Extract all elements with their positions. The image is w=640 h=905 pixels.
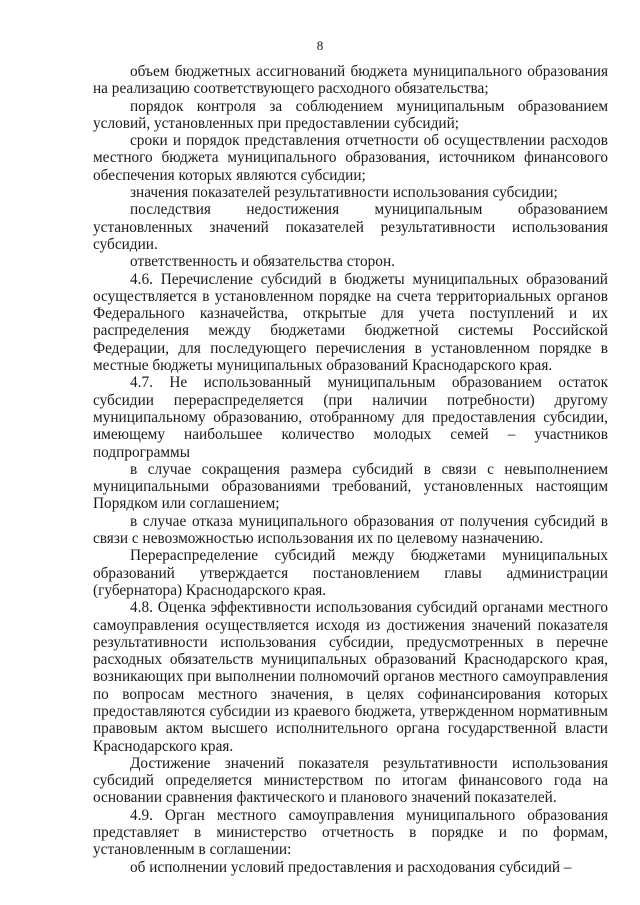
paragraph: Перераспределение субсидий между бюджетами муниципальных образований утверждается постановлением главы администрации (губернатора) Краснодарского края. (93, 547, 608, 599)
paragraph: сроки и порядок представления отчетности об осуществлении расходов местного бюджета муниципального образования, источником финансового обеспечения которых являются субсидии; (93, 132, 608, 184)
paragraph: в случае сокращения размера субсидий в связи с невыполнением муниципальными образованиями требований, установленных настоящим Порядком или соглашением; (93, 460, 608, 513)
paragraph: объем бюджетных ассигнований бюджета муниципального образования на реализацию соответствующего расходного обязательства; (93, 63, 608, 98)
paragraph: 4.6. Перечисление субсидий в бюджеты муниципальных образований осуществляется в установленном порядке на счета территориальных органов Федерального казначейства, открытые для учета поступлений и их распределения между бюджетами бюджетной системы Российской Федерации, для последующего перечисления в установленном порядке в местные бюджеты муниципальных образований Краснодарского края. (93, 270, 608, 375)
paragraph: в случае отказа муниципального образования от получения субсидий в связи с невозможностью использования их по целевому назначению. (93, 512, 608, 548)
body-text (93, 63, 608, 876)
paragraph: порядок контроля за соблюдением муниципальным образованием условий, установленных при предоставлении субсидий; (93, 97, 608, 132)
paragraph: 4.7. Не использованный муниципальным образованием остаток субсидии перераспределяется (при наличии потребности) другому муниципальному образованию, отобранному для предоставления субсидии, имеющему наибольшее количество молодых семей – участников подпрограммы (93, 374, 608, 461)
paragraph: 4.9. Орган местного самоуправления муниципального образования представляет в министерство отчетность в порядке и по формам, установленным в соглашении: (93, 806, 608, 859)
paragraph: об исполнении условий предоставления и расходования субсидий – (130, 858, 572, 876)
paragraph: последствия недостижения муниципальным образованием установленных значений показателей результативности использования субсидии. (93, 201, 608, 253)
paragraph: Достижение значений показателя результативности использования субсидий определяется министерством по итогам финансового года на основании сравнения фактического и планового значений показателей. (93, 754, 608, 807)
page-number: 8 (316, 38, 324, 53)
paragraph: 4.8. Оценка эффективности использования субсидий органами местного самоуправления осуществляется исходя из достижения значений показателя результативности использования субсидии, предусмотренных в перечне расходных обязательств муниципальных образований Краснодарского края, возникающих при выполнении полномочий органов местного самоуправления по вопросам местного значения, в целях софинансирования которых предоставляются субсидии из краевого бюджета, утвержденном нормативным правовым актом высшего исполнительного органа государственной власти Краснодарского края. (93, 599, 608, 755)
paragraph: значения показателей результативности использования субсидии; (130, 184, 558, 202)
paragraph: ответственность и обязательства сторон. (130, 253, 395, 271)
